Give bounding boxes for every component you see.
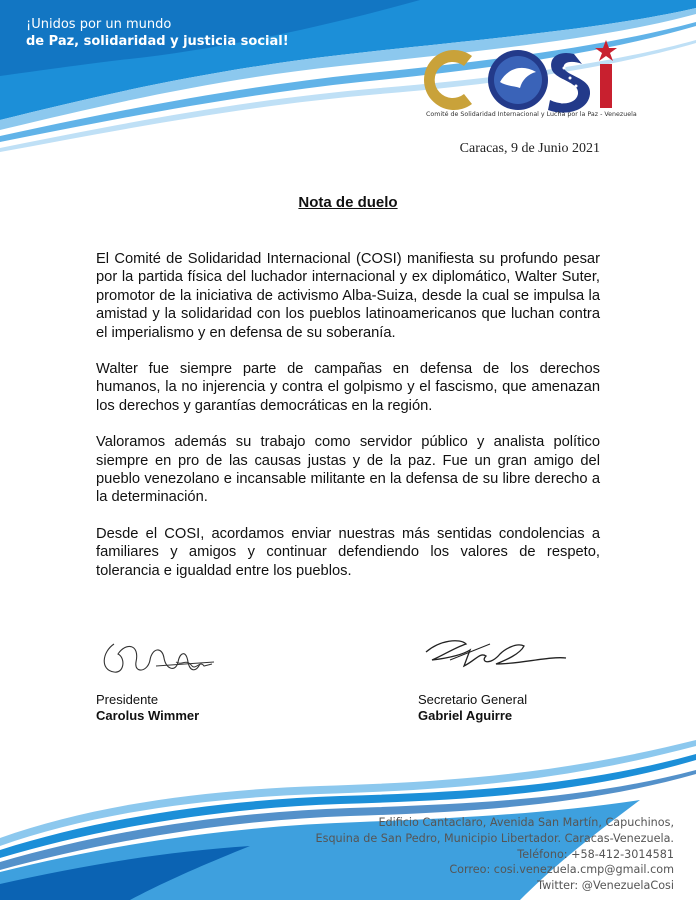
- paragraph: Valoramos además su trabajo como servidor público y analista político siempre en pro de las causas justas y de la paz. Fue un gran amigo del pueblo venezolano e incansable militante en la defensa de su libre derecho a la determinación.: [96, 434, 600, 506]
- slogan-line-2: de Paz, solidaridad y justicia social!: [26, 34, 289, 49]
- paragraph: Walter fue siempre parte de campañas en defensa de los derechos humanos, la no injerencia y contra el golpismo y el fascismo, que amenazan los derechos y garantías democráticas en la región.: [96, 361, 600, 414]
- footer-contact: [316, 815, 674, 894]
- footer-phone: Teléfono: +58-412-3014581: [517, 847, 674, 861]
- slogan-line-1: ¡Unidos por un mundo: [26, 17, 172, 32]
- logo-subtitle: Comité de Solidaridad Internacional y Lucha por la Paz - Venezuela: [426, 111, 637, 118]
- letter-date: Caracas, 9 de Junio 2021: [459, 141, 600, 156]
- footer-twitter: Twitter: @VenezuelaCosi: [537, 879, 674, 893]
- signer-role: Secretario General: [418, 692, 528, 707]
- paragraph: El Comité de Solidaridad Internacional (COSI) manifiesta su profundo pesar por la partida física del luchador internacional y ex diplomático, Walter Suter, promotor de la iniciativa de activismo Alba-Suiza, desde la cual se impulsa la amistad y la solidaridad con los pueblos latinoamericanos que luchan contra el imperialismo y en defensa de su soberanía.: [96, 251, 600, 341]
- signer-name: Gabriel Aguirre: [418, 707, 513, 723]
- letter-title: Nota de duelo: [298, 194, 398, 211]
- footer-address-line-1: Edificio Cantaclaro, Avenida San Martín, Capuchinos,: [378, 816, 674, 829]
- signer-role: Presidente: [96, 692, 159, 707]
- footer-address-line-2: Esquina de San Pedro, Municipio Libertador. Caracas-Venezuela.: [315, 831, 674, 845]
- footer-email: Correo: cosi.venezuela.cmp@gmail.com: [449, 863, 674, 877]
- paragraph: Desde el COSI, acordamos enviar nuestras más sentidas condolencias a familiares y amigos y continuar defendiendo los valores de respeto, tolerancia e igualdad entre los pueblos.: [96, 525, 600, 579]
- signer-name: Carolus Wimmer: [96, 707, 200, 723]
